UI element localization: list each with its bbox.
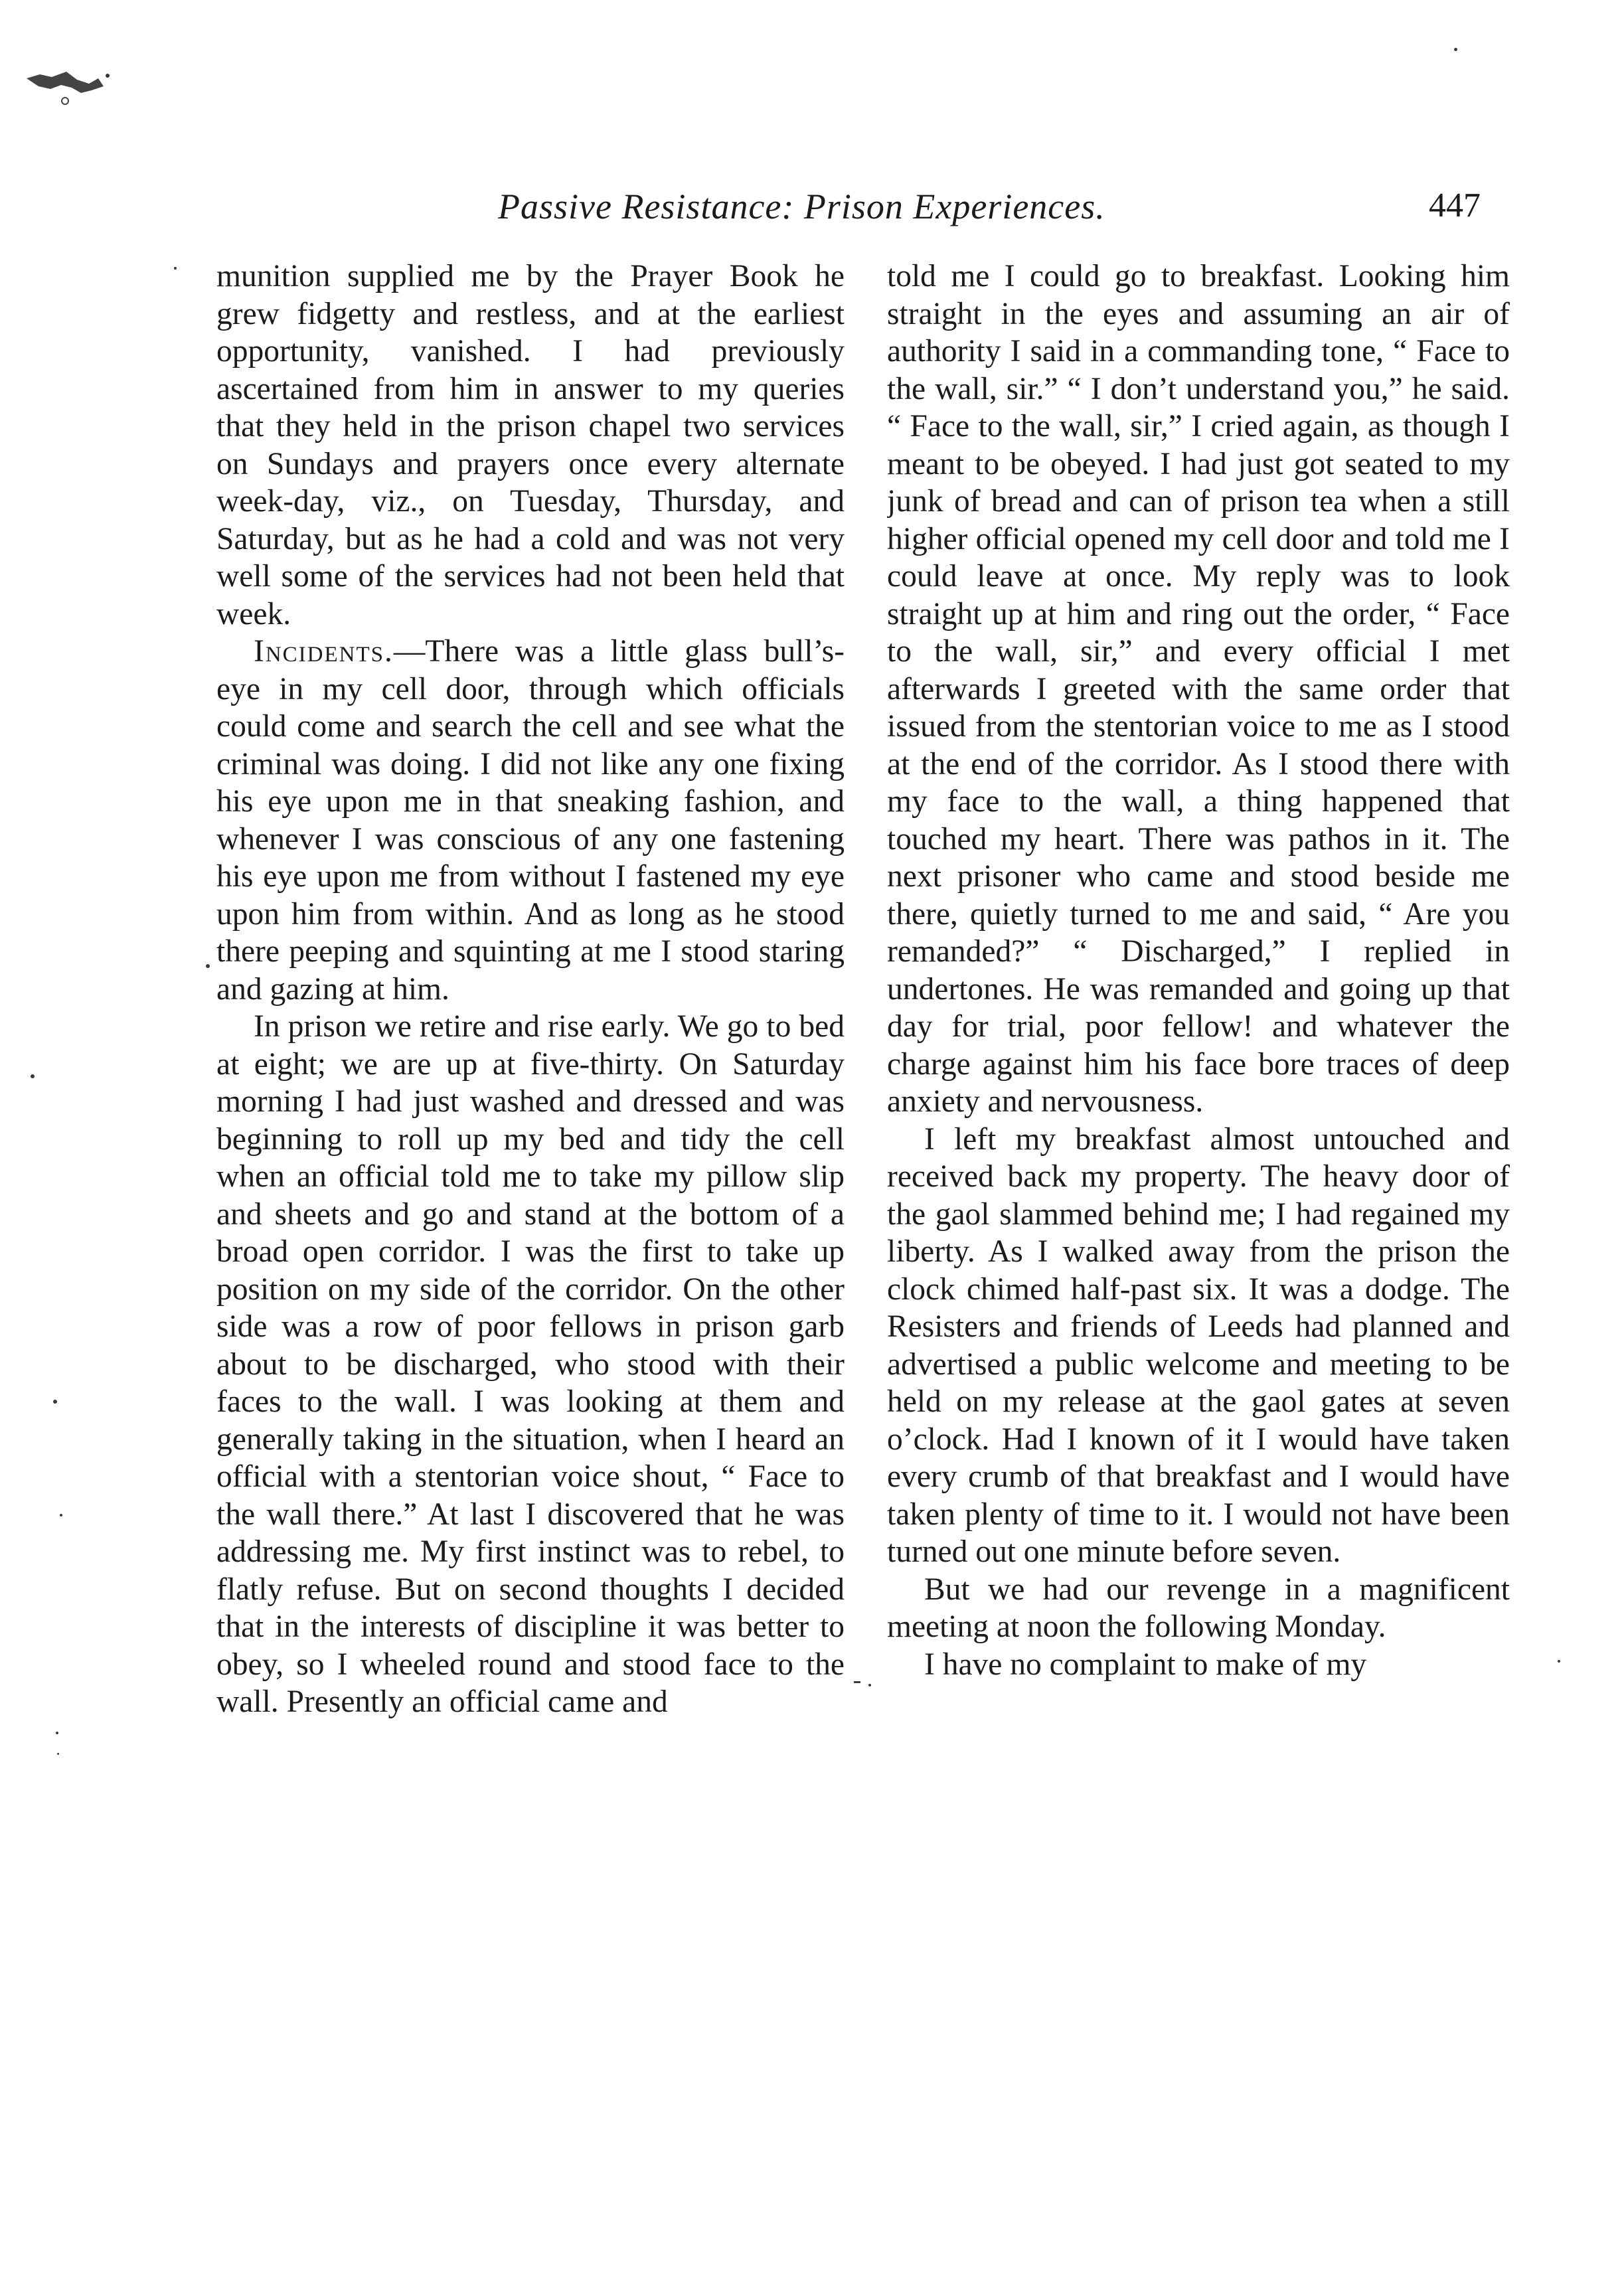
page-number: 447: [1429, 187, 1481, 224]
left-paragraph-1: munition supplied me by the Prayer Book he grew fidgetty and restless, and at the earliest opportunity, vanished. I had previously ascertained from him in answer to my queries that they held in the prison chapel two services on Sundays and prayers once every alternate week-day, viz., on Tuesday, Thursday, and Saturday, but as he had a cold and was not very well some of the services had not been held that week.: [216, 259, 845, 631]
left-paragraph-3: In prison we retire and rise early. We go to bed at eight; we are up at five-thirty. On Saturday morning I had just washed and dressed and was beginning to roll up my bed and tidy the cell when an official told me to take my pillow slip and sheets and go and stand at the bottom of a broad open corridor. I was the first to take up position on my side of the corridor. On the other side was a row of poor fellows in prison garb about to be discharged, who stood with their faces to the wall. I was looking at them and generally taking in the situation, when I heard an official with a stentorian voice shout, “ Face to the wall there.” At last I discovered that he was addressing me. My first instinct was to rebel, to flatly refuse. But on second thoughts I decided that in the interests of discipline it was better to obey, so I wheeled round and stood face to the wall. Presently an official came and: [216, 1009, 845, 1719]
left-paragraph-2-text: —There was a little glass bull’s-eye in my cell door, through which officials could come and search the cell and see what the criminal was doing. I did not like any one fixing his eye upon me in that sneaking fashion, and whenever I was conscious of any one fastening his eye upon me from without I fastened my eye upon him from within. And as long as he stood there peeping and squinting at me I stood staring and gazing at him.: [216, 634, 845, 1007]
left-paragraph-2: [216, 633, 845, 1008]
running-title: Passive Resistance: Prison Experiences.: [498, 187, 1105, 226]
ink-blot-mark: [25, 66, 125, 106]
right-paragraph-2: I left my breakfast almost untouched and received back my property. The heavy door of the gaol slammed behind me; I had regained my liberty. As I walked away from the prison the clock chimed half-past six. It was a dodge. The Resisters and friends of Leeds had planned and advertised a public welcome and meeting to be held on my release at the gaol gates at seven o’clock. Had I known of it I would have taken every crumb of that breakfast and I would have taken plenty of time to it. I would not have been turned out one minute before seven.: [887, 1121, 1510, 1569]
section-lead-incidents: Incidents.: [254, 634, 394, 669]
right-column: [887, 258, 1510, 2210]
right-paragraph-4: I have no complaint to make of my: [924, 1647, 1367, 1682]
left-column: [216, 258, 845, 2210]
right-paragraph-1: told me I could go to breakfast. Looking him straight in the eyes and assuming an air of authority I said in a commanding tone, “ Face to the wall, sir.” “ I don’t understand you,” he said. “ Face to the wall, sir,” I cried again, as though I meant to be obeyed. I had just got seated to my junk of bread and can of prison tea when a still higher official opened my cell door and told me I could leave at once. My reply was to look straight up at him and ring out the order, “ Face to the wall, sir,” and every official I met afterwards I greeted with the same order that issued from the stentorian voice to me as I stood at the end of the corridor. As I stood there with my face to the wall, a thing happened that touched my heart. There was pathos in it. The next prisoner who came and stood beside me there, quietly turned to me and said, “ Are you remanded?” “ Discharged,” I replied in undertones. He was remanded and going up that day for trial, poor fellow! and whatever the charge against him his face bore traces of deep anxiety and nervousness.: [887, 259, 1510, 1119]
right-paragraph-3: But we had our revenge in a magnificent meeting at noon the following Monday.: [887, 1572, 1510, 1644]
running-header: [458, 186, 1481, 239]
